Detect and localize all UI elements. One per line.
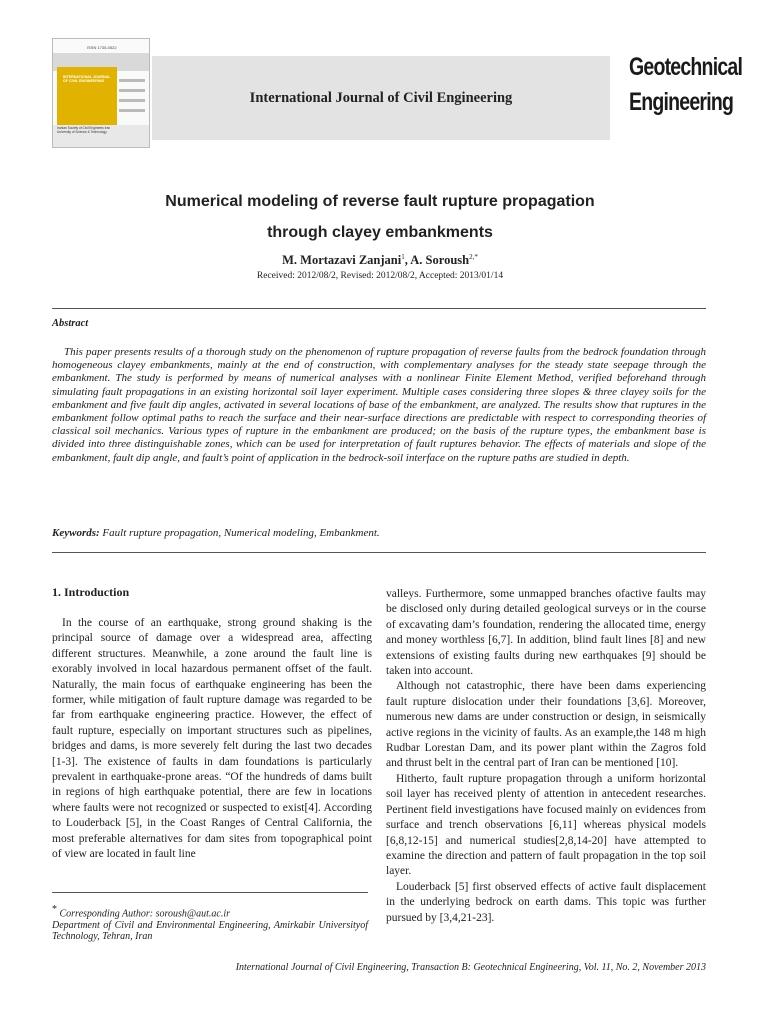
paper-title-line2: through clayey embankments	[267, 224, 493, 241]
paragraph: Hitherto, fault rupture propagation through a uniform horizontal soil layer has received plenty of attention in antecedent researches. Pertinent field investigations have focused mainly on evidences from surface and trench observations [6,11] whereas physical models [6,8,12-15] and numerical studies[2,8,14-20] have attempted to examine the direction and pattern of fault propagation in the top soil layer.	[386, 772, 706, 878]
abstract-body: This paper presents results of a thorough study on the phenomenon of rupture propagation of reverse faults from the bedrock foundation through homogeneous clayey embankments, mainly at the end of construction, with complementary analyses for the steady state seepage through the embankment. The study is performed by means of numerical analyses with a nonlinear Finite Element Method, verified beforehand through simulating fault propagations in an existing horizontal soil layer experiment. Multiple cases considering three slopes & three clayey soils for the embankment and five fault dip angles, activated in several locations of base of the embankment, are analyzed. The results show that ruptures in the embankment follow optimal paths to reach the surface and their near-surface directions are predictable with respect to corresponding theories of classical soil mechanics. Various types of rupture in the embankment are produced; on the basis of the rupture types, the embankment base is divided into three distinguishable zones, which can be used for interpretation of fault ruptures behavior. The effects of materials and slope of the embankment, fault dip angle, and fault’s point of application in the bedrock-soil interface on the rupture paths are studied in depth.	[52, 346, 706, 464]
keywords-text: Fault rupture propagation, Numerical modeling, Embankment.	[99, 527, 380, 539]
paragraph: Although not catastrophic, there have been dams experiencing fault rupture dislocation under their foundations [3,6]. Moreover, numerous new dams are under construction or design, in seismically active regions in the vicinity of faults. As an example,the 148 m high Rudbar Lorestan Dam, and its power plant within the Zagros fold and thrust belt in the central part of Iran can be mentioned [10].	[386, 680, 706, 770]
page-footer: International Journal of Civil Engineering, Transaction B: Geotechnical Engineering, Vol. 11, No. 2, November 2013	[235, 962, 706, 973]
footnote	[52, 904, 368, 942]
body-column-left	[52, 616, 372, 863]
author-2-affiliation: 2,*	[469, 253, 478, 261]
cover-stripe	[119, 89, 145, 92]
author-2: A. Soroush	[410, 253, 470, 268]
cover-title: INTERNATIONAL JOURNAL OF CIVIL ENGINEERING	[63, 75, 111, 84]
body-column-right	[386, 587, 706, 926]
journal-header	[52, 38, 743, 148]
corresponding-author: Corresponding Author: soroush@aut.ac.ir	[57, 908, 231, 920]
footnote-rule	[52, 892, 368, 893]
author-separator: ,	[404, 253, 411, 268]
author-1: M. Mortazavi Zanjani	[282, 253, 402, 268]
keywords-label: Keywords:	[52, 527, 100, 539]
paper-title-line1: Numerical modeling of reverse fault rupture propagation	[165, 193, 595, 210]
section-logo-line2: Engineering	[629, 88, 734, 116]
paragraph: valleys. Furthermore, some unmapped branches ofactive faults may be disclosed only during detailed geological surveys or in the course of excavating dam’s foundation, rendering the allocated time, energy and money worthless [6,7]. In addition, blind fault lines [8] and new extensions of existing faults during new earthquakes [9] should be taken into account.	[386, 588, 706, 678]
paragraph: In the course of an earthquake, strong ground shaking is the principal source of damage over a widespread area, affecting different structures. Meanwhile, a zone around the fault line is exorably involved in local hazardous permanent offset of the fault. Naturally, the main focus of earthquake engineering has been the former, while mitigation of fault rupture damage was regarded to be far from earthquake engineering practice. However, the effect of fault rupture, especially on important structures such as pipelines, bridges and dams, is more severely felt during the last two decades [1-3]. The existence of faults in dam foundations is particularly prevalent in earthquake-prone areas. “Of the hundreds of dams built in regions of high earthquake potential, there are few in locations where faults were not recognized or suspected to exist[4]. According to Louderback [5], in the Coast Ranges of Central California, the most preferable alternatives for dam sites from topographical point of view are located in fault line	[52, 617, 372, 861]
author-affiliation: Department of Civil and Environmental Engineering, Amirkabir Universityof Technology, Tehran, Iran	[52, 919, 368, 942]
keywords	[52, 527, 706, 539]
cover-publisher: Iranian Society of Civil Engineers Iran University of Science & Technology	[57, 126, 111, 134]
journal-cover-thumbnail	[52, 38, 150, 148]
cover-stripe	[119, 79, 145, 82]
abstract-top-rule	[52, 308, 706, 309]
journal-banner	[152, 56, 610, 140]
cover-stripe	[119, 99, 145, 102]
section-logo	[618, 50, 743, 120]
paragraph: Louderback [5] first observed effects of active fault displacement in the underlying bedrock on earth dams. This topic was further pursued by [3,4,21-23].	[386, 880, 706, 924]
section-heading-introduction: 1. Introduction	[52, 585, 130, 599]
abstract-bottom-rule	[52, 552, 706, 553]
cover-issn: ISSN 1735-0522	[87, 45, 117, 50]
journal-name: International Journal of Civil Engineering	[249, 89, 513, 106]
section-logo-line1: Geotechnical	[629, 53, 743, 81]
author-1-affiliation: 1	[401, 253, 405, 261]
footnote-mark: *	[52, 904, 57, 915]
received-dates: Received: 2012/08/2, Revised: 2012/08/2, Accepted: 2013/01/14	[256, 271, 504, 281]
abstract-heading: Abstract	[52, 318, 89, 329]
cover-stripe	[119, 109, 145, 112]
authors	[60, 253, 700, 268]
